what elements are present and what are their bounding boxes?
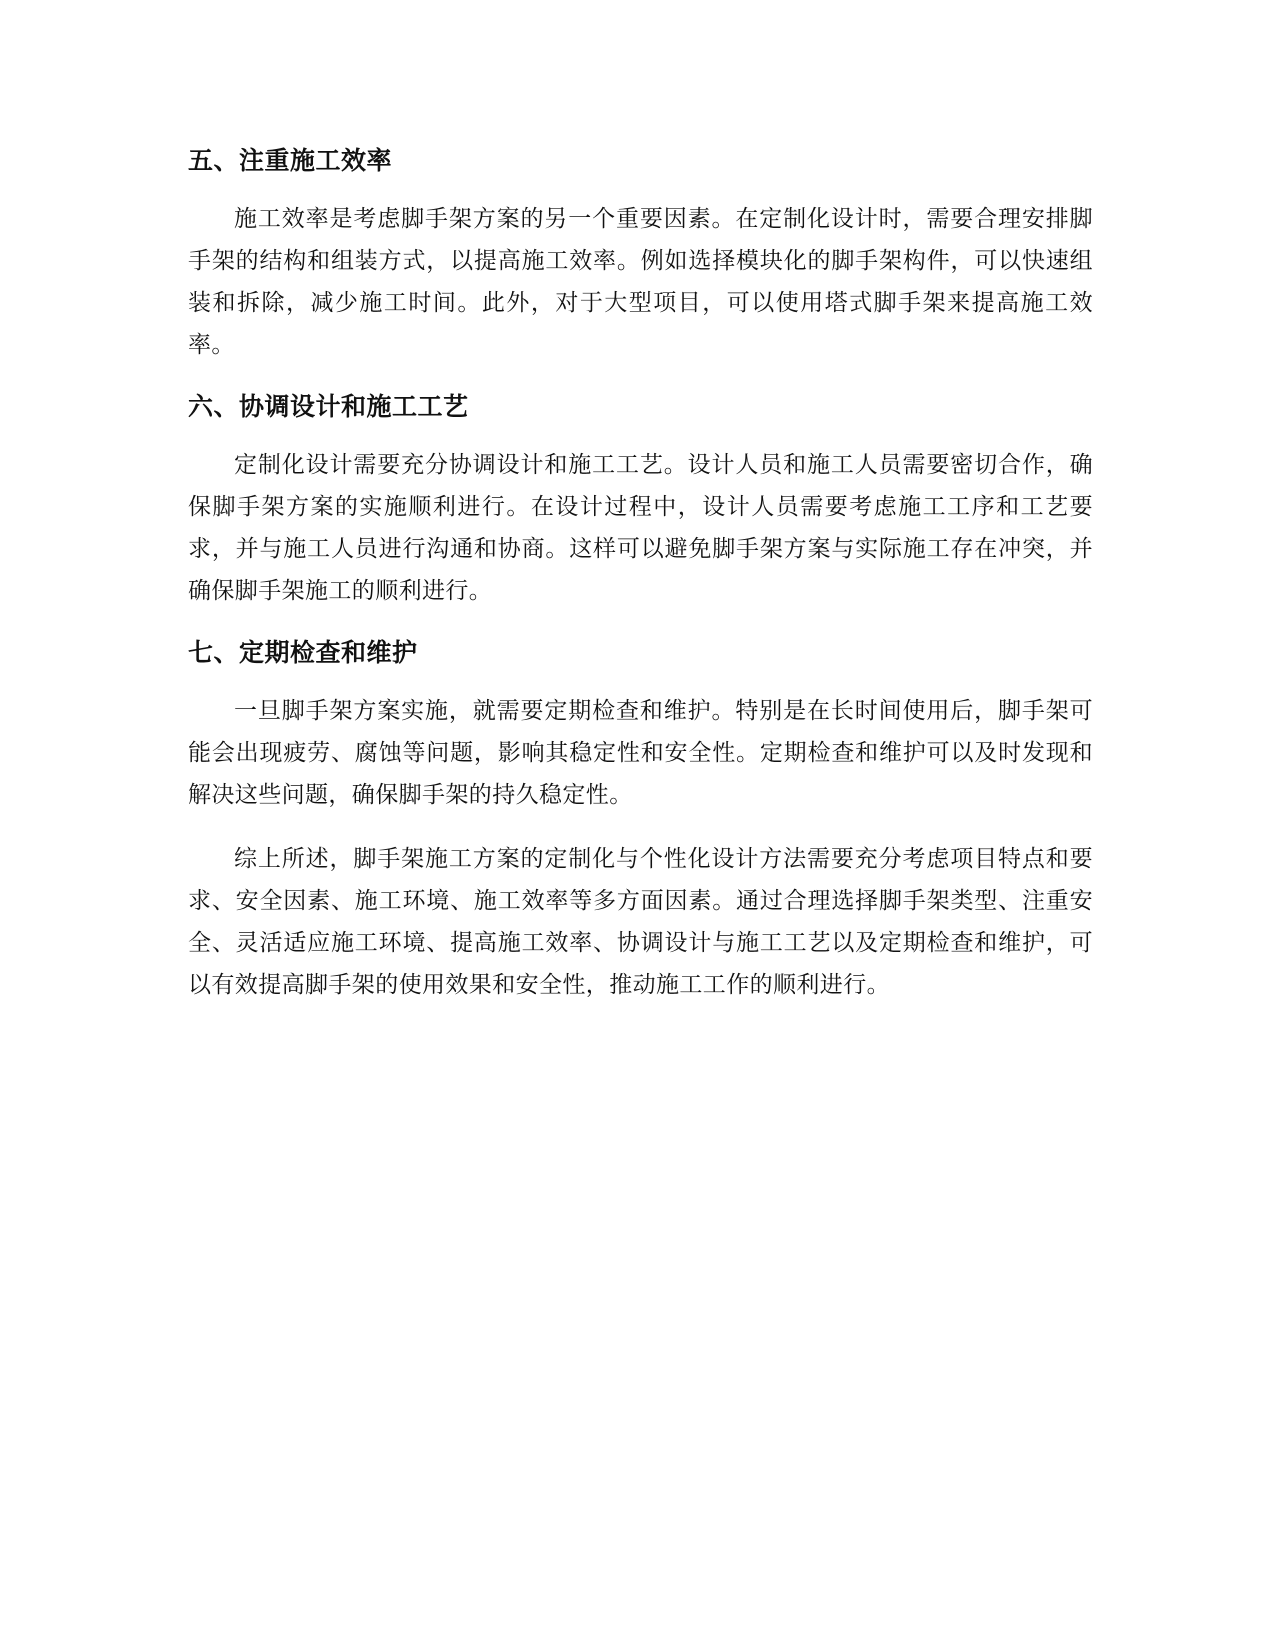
section-paragraph-maintenance: 一旦脚手架方案实施，就需要定期检查和维护。特别是在长时间使用后，脚手架可能会出现疲劳、腐蚀等问题，影响其稳定性和安全性。定期检查和维护可以及时发现和解决这些问题，确保脚手架的持久稳定性。	[188, 698, 1093, 808]
section-heading-efficiency: 五、注重施工效率	[188, 146, 393, 175]
section-paragraph-coordination: 定制化设计需要充分协调设计和施工工艺。设计人员和施工人员需要密切合作，确保脚手架方案的实施顺利进行。在设计过程中，设计人员需要考虑施工工序和工艺要求，并与施工人员进行沟通和协商。这样可以避免脚手架方案与实际施工存在冲突，并确保脚手架施工的顺利进行。	[188, 452, 1093, 604]
section-heading-maintenance: 七、定期检查和维护	[188, 638, 418, 667]
section-heading-coordination: 六、协调设计和施工工艺	[188, 392, 469, 421]
document-body	[188, 142, 1093, 1028]
section-paragraph-efficiency: 施工效率是考虑脚手架方案的另一个重要因素。在定制化设计时，需要合理安排脚手架的结构和组装方式，以提高施工效率。例如选择模块化的脚手架构件，可以快速组装和拆除，减少施工时间。此外，对于大型项目，可以使用塔式脚手架来提高施工效率。	[188, 206, 1093, 358]
conclusion-paragraph: 综上所述，脚手架施工方案的定制化与个性化设计方法需要充分考虑项目特点和要求、安全因素、施工环境、施工效率等多方面因素。通过合理选择脚手架类型、注重安全、灵活适应施工环境、提高施工效率、协调设计与施工工艺以及定期检查和维护，可以有效提高脚手架的使用效果和安全性，推动施工工作的顺利进行。	[188, 846, 1093, 998]
